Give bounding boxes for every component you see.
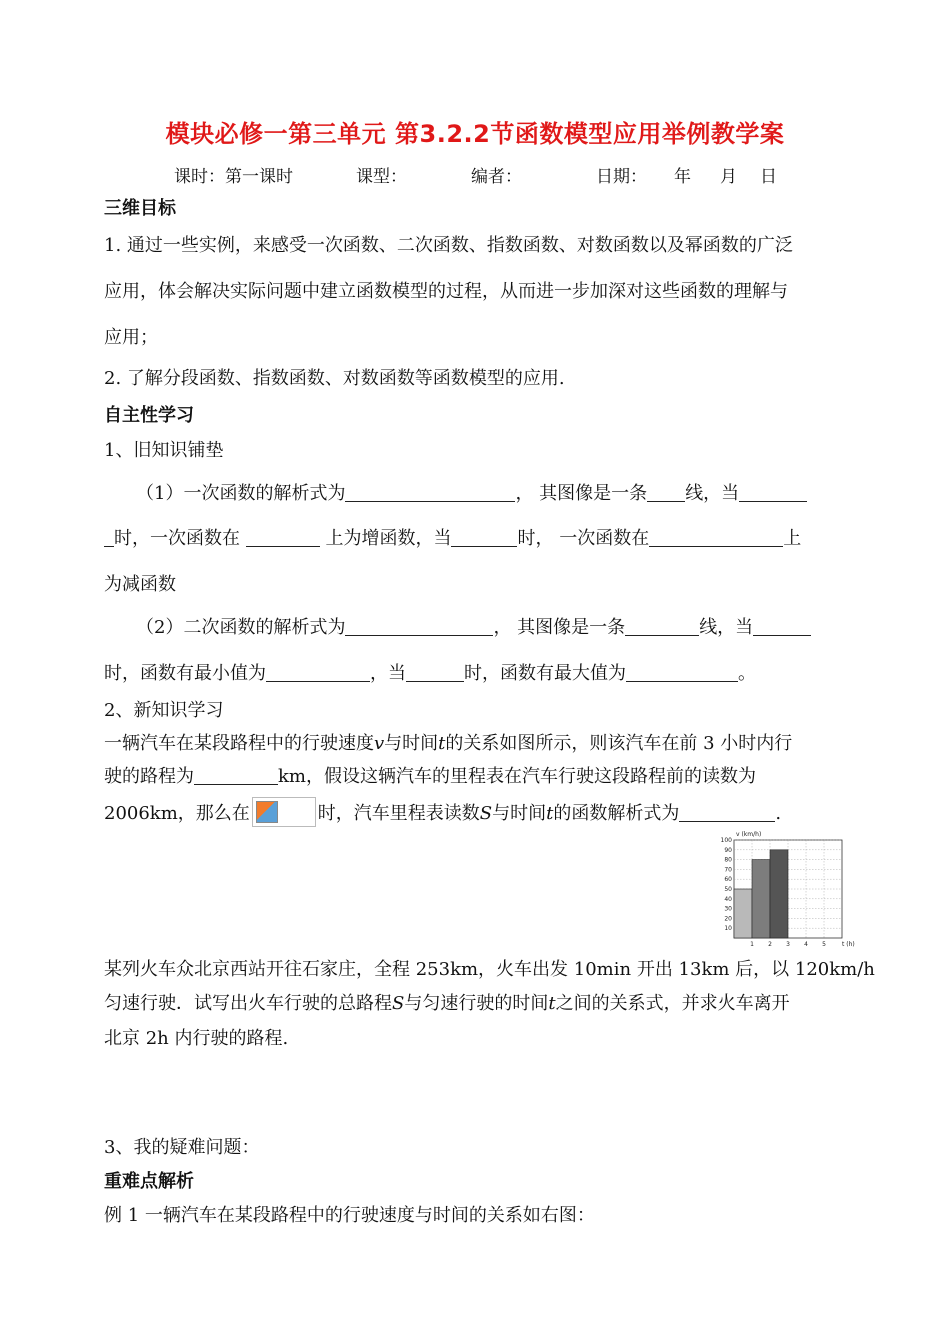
- blank-quadratic-graph[interactable]: [625, 617, 699, 636]
- section-goals: 三维目标: [104, 198, 176, 219]
- y-tick-label: 90: [724, 846, 732, 854]
- missing-image-placeholder: [252, 797, 316, 827]
- goal-2: 2. 了解分段函数、指数函数、对数函数等函数模型的应用.: [104, 368, 565, 389]
- speed-time-chart: [712, 830, 855, 954]
- blank-linear-increase-range[interactable]: [246, 528, 320, 547]
- example-1: 例 1 一辆汽车在某段路程中的行驶速度与时间的关系如右图：: [104, 1205, 595, 1226]
- y-tick-label: 50: [724, 886, 732, 893]
- y-tick-label: 10: [724, 925, 732, 933]
- car-question-line-1: 一辆汽车在某段路程中的行驶速度v与时间t的关系如图所示，则该汽车在前 3 小时内行: [104, 733, 793, 754]
- car-question-line-3: 2006km，那么在 时，汽车里程表读数S与时间t的函数解析式为 .: [104, 797, 781, 827]
- review-p1-line-3: 为减函数: [104, 574, 176, 595]
- chart-bars: [734, 850, 788, 938]
- y-tick-label: 80: [724, 856, 732, 864]
- broken-image-icon: [256, 801, 278, 823]
- y-tick-label: 30: [724, 905, 732, 913]
- x-tick-label: 5: [822, 941, 826, 948]
- blank-linear-cond-2[interactable]: [451, 528, 517, 547]
- meta-month: 月: [720, 167, 737, 187]
- y-tick-label: 70: [724, 866, 732, 874]
- y-tick-label: 60: [724, 876, 732, 884]
- blank-quadratic-max[interactable]: [626, 663, 738, 682]
- y-tick-label: 40: [724, 895, 732, 903]
- y-tick-label: 20: [724, 915, 732, 923]
- car-question-line-2: 驶的路程为 km，假设这辆汽车的里程表在汽车行驶这段路程前的读数为: [104, 766, 756, 787]
- meta-type: 课型：: [356, 167, 407, 187]
- y-tick-label: 100: [720, 837, 732, 844]
- difficulty-heading: 3、我的疑难问题：: [104, 1137, 260, 1158]
- section-key-points: 重难点解析: [104, 1171, 194, 1192]
- x-tick-label: 2: [768, 941, 772, 948]
- blank-linear-graph[interactable]: [647, 483, 685, 502]
- review-heading: 1、旧知识铺垫: [104, 440, 224, 461]
- meta-date: 日期：: [596, 167, 647, 187]
- chart-x-label: t (h): [842, 941, 855, 948]
- bar-2-3: [770, 850, 788, 938]
- meta-day: 日: [760, 167, 777, 187]
- train-question-line-2: 匀速行驶．试写出火车行驶的总路程S与匀速行驶的时间t之间的关系式，并求火车离开: [104, 993, 790, 1014]
- goal-1-line-2: 应用，体会解决实际问题中建立函数模型的过程，从而进一步加深对这些函数的理解与: [104, 281, 788, 302]
- x-tick-label: 4: [804, 941, 808, 948]
- blank-quadratic-min[interactable]: [266, 663, 370, 682]
- meta-editor: 编者：: [471, 167, 522, 187]
- x-tick-label: 3: [786, 941, 790, 948]
- blank-distance[interactable]: [194, 766, 278, 785]
- review-p2-line-2: 时，函数有最小值为 ，当 时，函数有最大值为 。: [104, 663, 756, 684]
- blank-quadratic-formula[interactable]: [345, 617, 493, 636]
- blank-quadratic-cond-1[interactable]: [753, 617, 811, 636]
- train-question-line-1: 某列火车众北京西站开往石家庄，全程 253km，火车出发 10min 开出 13km 后，以 120km/h: [104, 959, 875, 980]
- section-self-study: 自主性学习: [104, 405, 194, 426]
- meta-hours: 课时：第一课时: [174, 167, 293, 187]
- blank-linear-cond-1[interactable]: [739, 483, 807, 502]
- bar-0-1: [734, 889, 752, 938]
- blank-quadratic-cond-2[interactable]: [406, 663, 464, 682]
- review-p2-line-1: （2）二次函数的解析式为 ， 其图像是一条 线，当: [136, 616, 811, 640]
- new-study-heading: 2、新知识学习: [104, 700, 224, 721]
- blank-linear-formula[interactable]: [345, 483, 515, 502]
- train-question-line-3: 北京 2h 内行驶的路程.: [104, 1028, 289, 1049]
- goal-1-line-1: 1. 通过一些实例，来感受一次函数、二次函数、指数函数、对数函数以及幂函数的广泛: [104, 235, 793, 256]
- bar-1-2: [752, 860, 770, 938]
- blank-odometer-function[interactable]: [679, 803, 775, 822]
- lesson-meta: [0, 162, 950, 186]
- x-tick-label: 1: [750, 941, 754, 948]
- meta-year: 年: [674, 167, 691, 187]
- review-p1-line-1: （1）一次函数的解析式为 ， 其图像是一条 线，当: [136, 482, 807, 506]
- page-title: 模块必修一第三单元 第3.2.2节函数模型应用举例教学案: [165, 120, 785, 148]
- review-p1-line-2: 时，一次函数在 上为增函数，当 时， 一次函数在 上: [104, 527, 801, 551]
- goal-1-line-3: 应用；: [104, 327, 158, 348]
- blank-linear-decrease-range[interactable]: [649, 528, 783, 547]
- chart-y-label: v (km/h): [736, 831, 762, 838]
